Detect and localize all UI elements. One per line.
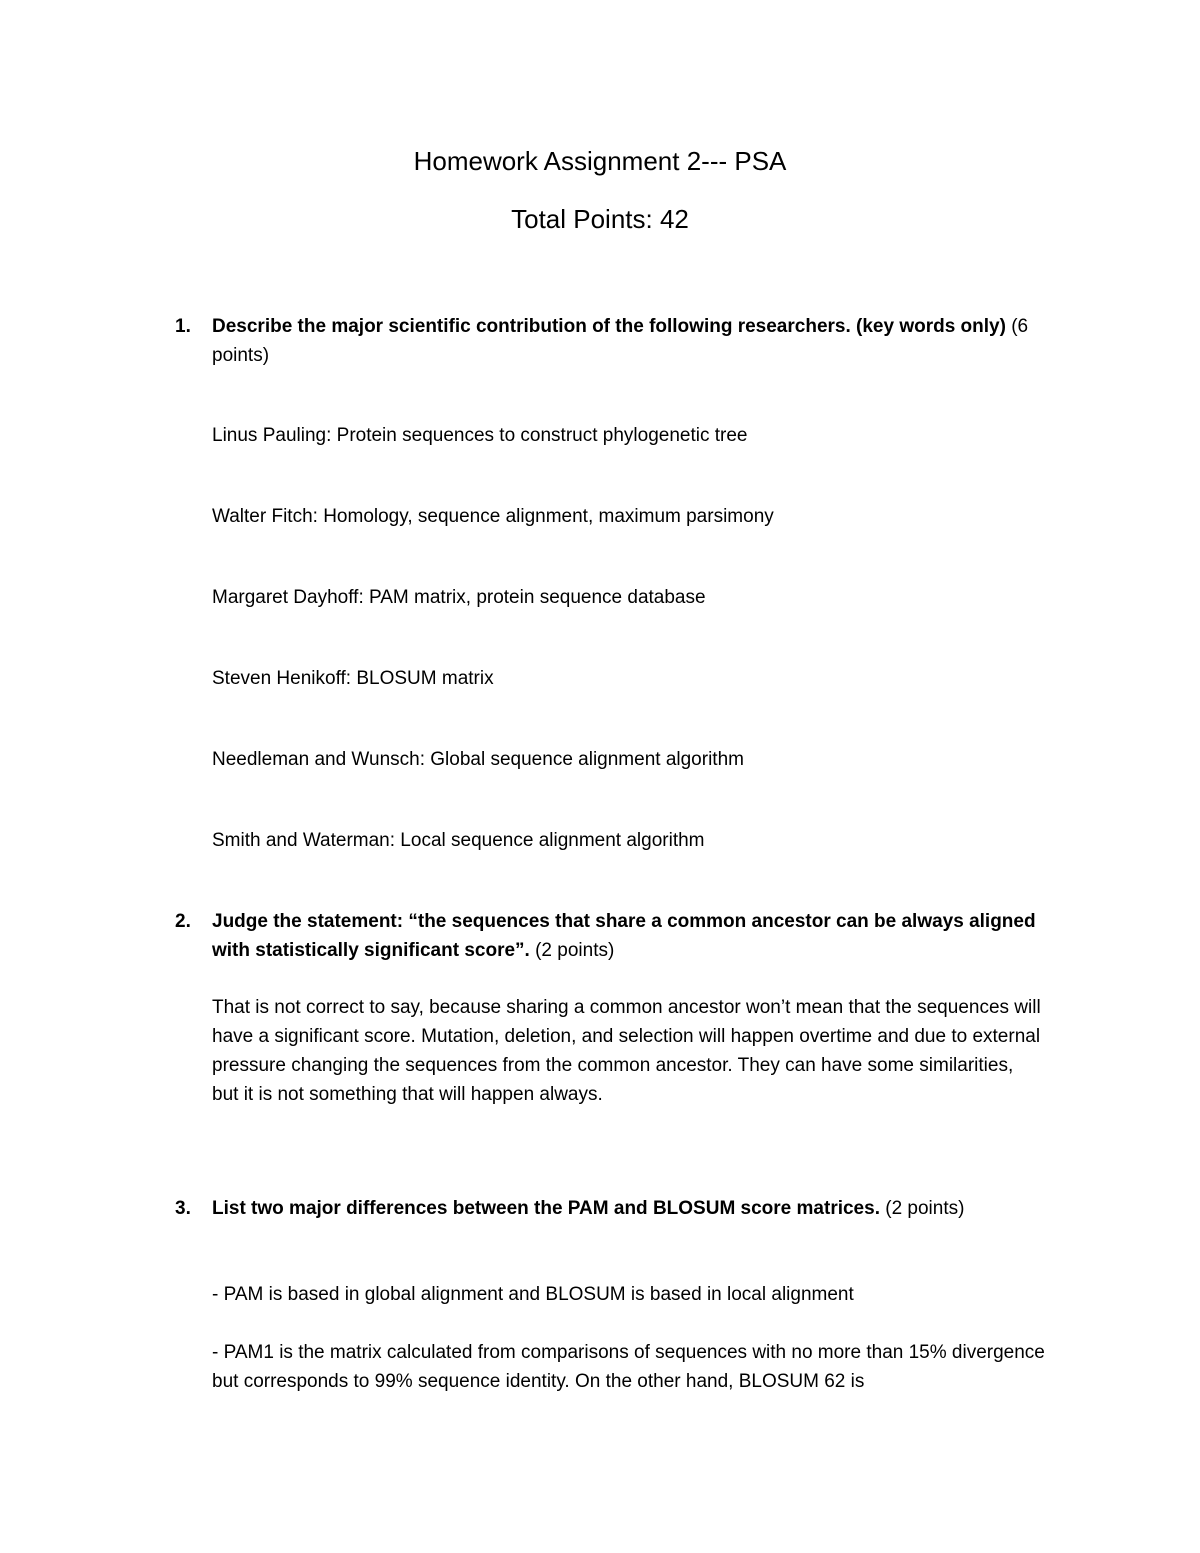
question-1-prompt-text: Describe the major scientific contribution of the following researchers. (key words only)	[212, 316, 1006, 337]
answer-3-difference-2: - PAM1 is the matrix calculated from comparisons of sequences with no more than 15% divergence but corresponds to 99% sequence identity. On the other hand, BLOSUM 62 is	[212, 1342, 1045, 1392]
question-3-prompt-text: List two major differences between the PAM and BLOSUM score matrices.	[212, 1198, 880, 1219]
answer-1-dayhoff: Margaret Dayhoff: PAM matrix, protein sequence database	[212, 587, 706, 608]
question-1-number: 1.	[175, 316, 191, 337]
question-2-points: (2 points)	[535, 940, 615, 961]
question-1-points: (6 points)	[212, 316, 1029, 366]
answer-1-pauling: Linus Pauling: Protein sequences to construct phylogenetic tree	[212, 425, 748, 446]
question-2-number: 2.	[175, 911, 191, 932]
question-1-prompt	[212, 312, 1062, 370]
answer-3-difference-1: - PAM is based in global alignment and BLOSUM is based in local alignment	[212, 1284, 854, 1305]
answer-1-smith-waterman: Smith and Waterman: Local sequence alignment algorithm	[212, 830, 705, 851]
answer-1-fitch: Walter Fitch: Homology, sequence alignment, maximum parsimony	[212, 506, 774, 527]
question-3-points: (2 points)	[885, 1198, 965, 1219]
answer-2-paragraph: That is not correct to say, because sharing a common ancestor won’t mean that the sequences will have a significant score. Mutation, deletion, and selection will happen overtime and due to external pressure changing the sequences from the common ancestor. They can have some similarities, but it is not something that will happen always.	[212, 997, 1041, 1105]
answer-1-henikoff: Steven Henikoff: BLOSUM matrix	[212, 668, 494, 689]
question-2-prompt-text: Judge the statement: “the sequences that share a common ancestor can be always aligned with statistically significant score”.	[212, 911, 1036, 961]
question-2-prompt	[212, 907, 1062, 965]
question-3-number: 3.	[175, 1198, 191, 1219]
question-3-prompt	[212, 1194, 1062, 1223]
total-points: Total Points: 42	[511, 204, 689, 234]
document-title: Homework Assignment 2--- PSA	[413, 146, 787, 176]
answer-1-needleman-wunsch: Needleman and Wunsch: Global sequence alignment algorithm	[212, 749, 744, 770]
